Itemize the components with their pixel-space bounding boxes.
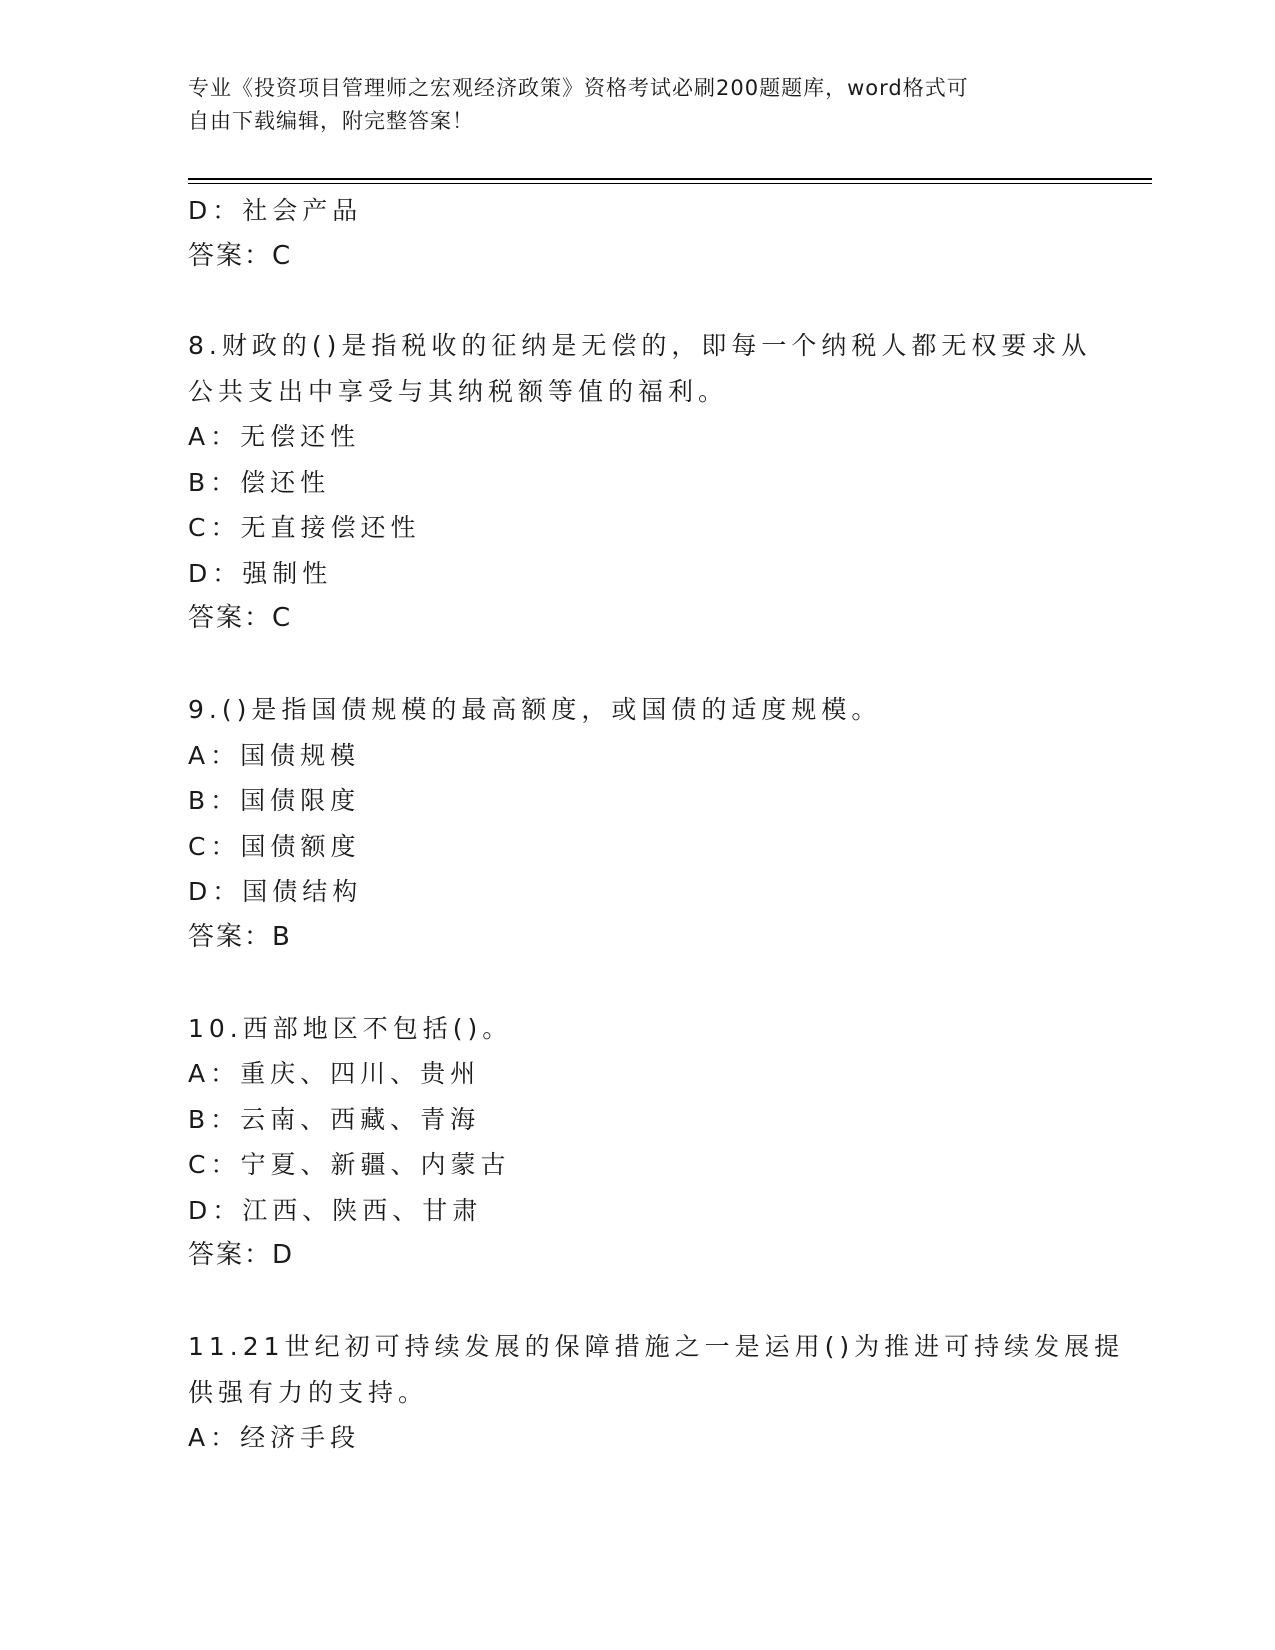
page-header — [188, 72, 1068, 138]
answer-line: 答案：D — [188, 1240, 295, 1270]
option-b: B：偿还性 — [188, 467, 331, 497]
question-stem-line: 供强有力的支持。 — [188, 1377, 429, 1407]
header-line-2: 自由下载编辑，附完整答案！ — [188, 109, 474, 133]
answer-line: 答案：B — [188, 921, 292, 952]
header-line-1: 专业《投资项目管理师之宏观经济政策》资格考试必刷200题题库，word格式可 — [188, 76, 969, 100]
question-9 — [188, 687, 1088, 960]
question-stem-line: 10.西部地区不包括()。 — [188, 1013, 513, 1043]
option-a: A：经济手段 — [188, 1423, 361, 1452]
answer-line: 答案：C — [188, 240, 293, 271]
question-11 — [188, 1324, 1125, 1461]
question-stem-line: 公共支出中享受与其纳税额等值的福利。 — [188, 376, 729, 406]
option-c: C：宁夏、新疆、内蒙古 — [188, 1150, 511, 1179]
option-b: B：国债限度 — [188, 786, 361, 815]
question-stem-line: 8.财政的()是指税收的征纳是无偿的，即每一个纳税人都无权要求从 — [188, 331, 1092, 360]
header-divider-thick — [188, 178, 1152, 180]
header-divider-thin — [188, 183, 1152, 184]
option-b: B：云南、西藏、青海 — [188, 1104, 481, 1134]
question-list — [188, 188, 1125, 1461]
option-a: A：无偿还性 — [188, 422, 361, 451]
option-a: A：重庆、四川、贵州 — [188, 1059, 481, 1088]
option-d: D：强制性 — [188, 558, 333, 588]
option-c: C：国债额度 — [188, 831, 361, 861]
option-d: D：江西、陕西、甘肃 — [188, 1195, 483, 1225]
option-c: C：无直接偿还性 — [188, 513, 421, 542]
option-d: D：国债结构 — [188, 877, 363, 906]
question-8 — [188, 323, 1092, 642]
option-a: A：国债规模 — [188, 740, 361, 770]
question-10 — [188, 1006, 1088, 1279]
answer-line: 答案：C — [188, 603, 293, 633]
question-stem-line: 9.()是指国债规模的最高额度，或国债的适度规模。 — [188, 695, 882, 724]
question-stem-line: 11.21世纪初可持续发展的保障措施之一是运用()为推进可持续发展提 — [188, 1332, 1125, 1361]
option-d: D：社会产品 — [188, 196, 363, 225]
